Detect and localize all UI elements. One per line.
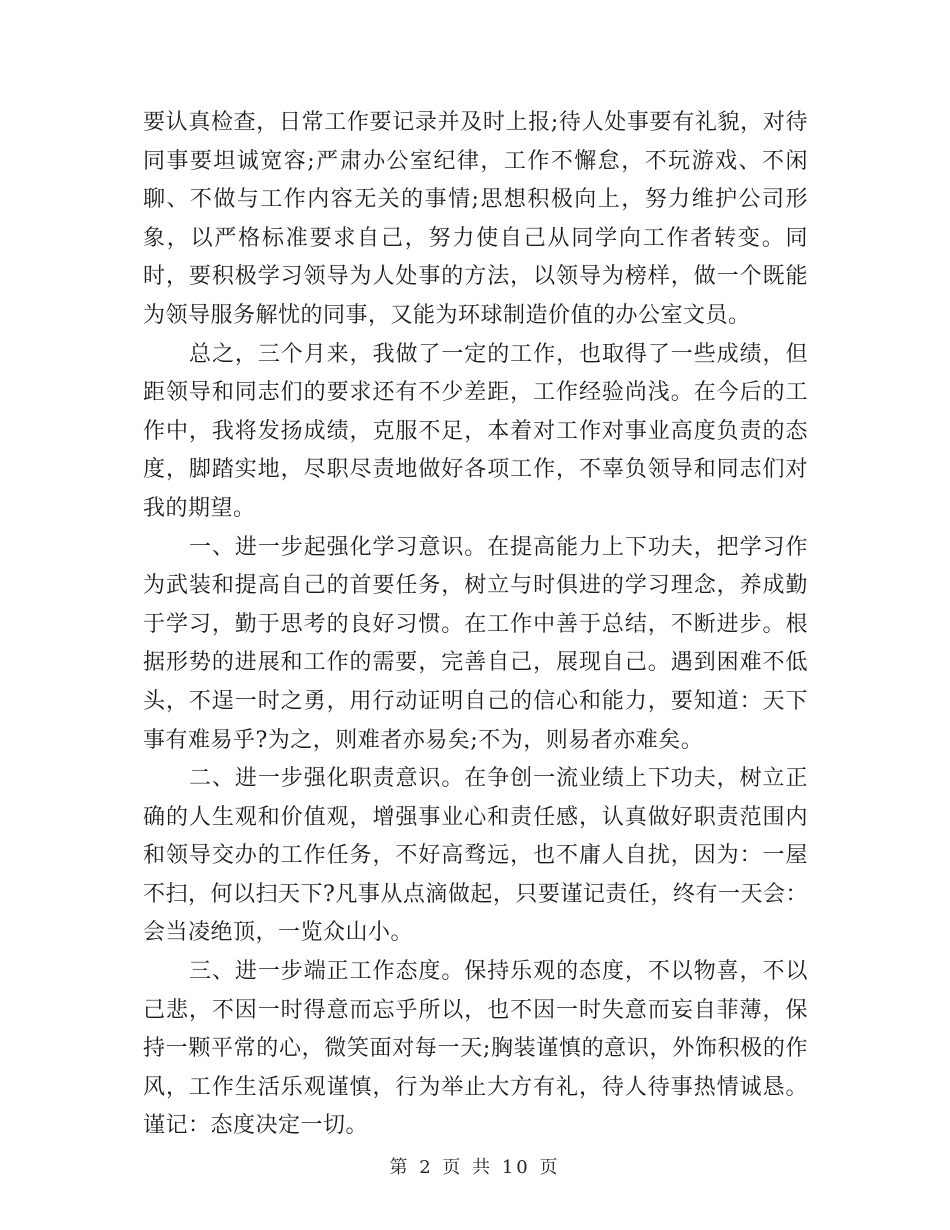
paragraph-point-two: 二、进一步强化职责意识。在争创一流业绩上下功夫，树立正确的人生观和价值观，增强事业心和责任感，认真做好职责范围内和领导交办的工作任务，不好高骛远，也不庸人自扰，因为：一屋不扫，何以扫天下?凡事从点滴做起，只要谨记责任，终有一天会：会当凌绝顶，一览众山小。 bbox=[143, 766, 808, 946]
paragraph-summary: 总之，三个月来，我做了一定的工作，也取得了一些成绩，但距领导和同志们的要求还有不少差距，工作经验尚浅。在今后的工作中，我将发扬成绩，克服不足，本着对工作对事业高度负责的态度，脚踏实地，尽职尽责地做好各项工作，不辜负领导和同志们对我的期望。 bbox=[143, 341, 808, 521]
paragraph-point-one: 一、进一步起强化学习意识。在提高能力上下功夫，把学习作为武装和提高自己的首要任务，树立与时俱进的学习理念，养成勤于学习，勤于思考的良好习惯。在工作中善于总结，不断进步。根据形势的进展和工作的需要，完善自己，展现自己。遇到困难不低头，不逞一时之勇，用行动证明自己的信心和能力，要知道：天下事有难易乎?为之，则难者亦易矣;不为，则易者亦难矣。 bbox=[143, 534, 808, 753]
document-body bbox=[143, 104, 808, 1146]
paragraph-point-three: 三、进一步端正工作态度。保持乐观的态度，不以物喜，不以己悲，不因一时得意而忘乎所以，也不因一时失意而妄自菲薄，保持一颗平常的心，微笑面对每一天;胸装谨慎的意识，外饰积极的作风，工作生活乐观谨慎，行为举止大方有礼，待人待事热情诚恳。谨记：态度决定一切。 bbox=[143, 959, 808, 1139]
paragraph-continuation: 要认真检查，日常工作要记录并及时上报;待人处事要有礼貌，对待同事要坦诚宽容;严肃办公室纪律，工作不懈怠，不玩游戏、不闲聊、不做与工作内容无关的事情;思想积极向上，努力维护公司形象，以严格标准要求自己，努力使自己从同学向工作者转变。同时，要积极学习领导为人处事的方法，以领导为榜样，做一个既能为领导服务解忧的同事，又能为环球制造价值的办公室文员。 bbox=[143, 110, 808, 328]
page-number-footer: 第 2 页 共 10 页 bbox=[389, 1157, 561, 1178]
